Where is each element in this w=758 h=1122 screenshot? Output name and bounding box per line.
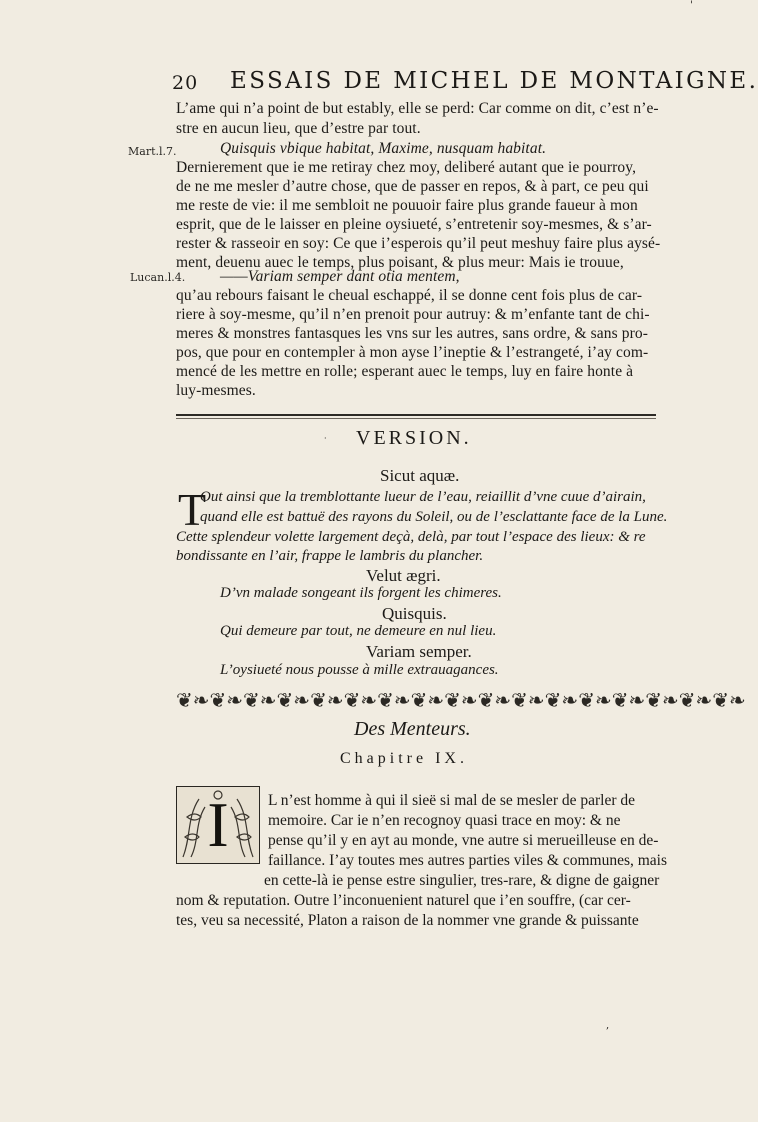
running-header <box>172 68 758 98</box>
body-line: Dernierement que ie me retiray chez moy, deliberé autant que ie pourroy, <box>176 159 637 176</box>
body-line: qu’au rebours faisant le cheual eschappé, il se donne cent fois plus de car- <box>176 287 643 304</box>
body-line: de ne me mesler d’autre chose, que de passer en repos, & à part, ce peu qui <box>176 178 649 195</box>
latin-cue-velut: Velut ægri. <box>366 566 441 585</box>
chapter-number: Chapitre IX. <box>340 750 468 767</box>
initial-letter: I <box>207 789 229 860</box>
page-number: 20 <box>172 72 199 94</box>
body-line: rester & rasseoir en soy: Ce que i’esperois qu’il peut meshuy faire plus aysé- <box>176 235 661 252</box>
body-line: ment, deuenu auec le temps, plus poisant, & plus meur: Mais ie trouue, <box>176 254 624 271</box>
body-line: mencé de les mettre en rolle; esperant auec le temps, luy en faire honte à <box>176 363 634 380</box>
latin-cue-sicut: Sicut aquæ. <box>380 466 460 485</box>
drop-letter-t: T <box>178 484 207 535</box>
page-speck: ' <box>690 0 693 11</box>
decorated-initial <box>176 786 260 864</box>
body-line: me reste de vie: il me sembloit ne pouuoir faire plus grande faueur à mon <box>176 197 638 214</box>
margin-note-martial: Mart.l.7. <box>128 145 177 158</box>
page-speck: , <box>606 1020 610 1031</box>
version-line: Qui demeure par tout, ne demeure en nul lieu. <box>220 623 497 639</box>
chapter-line: nom & reputation. Outre l’inconuenient naturel que i’en souffre, (car cer- <box>176 892 631 909</box>
chapter-line: en cette-là ie pense estre singulier, tres-rare, & digne de gaigner <box>264 872 660 889</box>
version-line: Cette splendeur volette largement deçà, delà, par tout l’espace des lieux: & re <box>176 529 646 545</box>
printer-dot: · <box>324 434 327 443</box>
running-title: ESSAIS DE MICHEL DE MONTAIGNE. <box>230 68 758 94</box>
chapter-title: Des Menteurs. <box>354 718 471 740</box>
latin-cue-quisquis: Quisquis. <box>382 604 447 623</box>
quote-martial: Quisquis vbique habitat, Maxime, nusquam habitat. <box>220 140 547 157</box>
version-line: L’oysiueté nous pousse à mille extrauagances. <box>220 662 499 678</box>
version-line: D’vn malade songeant ils forgent les chimeres. <box>220 585 502 601</box>
body-line: luy-mesmes. <box>176 382 256 399</box>
chapter-line: pense qu’il y en ayt au monde, vne autre si merueilleuse en de- <box>268 832 659 849</box>
section-rule <box>176 414 656 416</box>
body-line: L’ame qui n’a point de but estably, elle se perd: Car comme on dit, c’est n’e- <box>176 100 659 117</box>
body-line: meres & monstres fantasques les vns sur les autres, sans ordre, & sans pro- <box>176 325 648 342</box>
chapter-line: memoire. Car ie n’en recognoy quasi trace en moy: & ne <box>268 812 621 829</box>
version-heading: VERSION. <box>356 427 472 449</box>
chapter-line: L n’est homme à qui il sieë si mal de se mesler de parler de <box>268 792 635 809</box>
section-rule-thin <box>176 418 656 419</box>
body-line: esprit, que de le laisser en pleine oysiueté, s’entretenir soy-mesmes, & s’ar- <box>176 216 652 233</box>
latin-cue-variam: Variam semper. <box>366 642 472 661</box>
body-line: riere à soy-mesme, qu’il n’en prenoit pour autruy: & m’enfante tant de chi- <box>176 306 650 323</box>
version-line: quand elle est battuë des rayons du Soleil, ou de l’esclattante face de la Lune. <box>200 509 668 525</box>
quote-lucan: ——Variam semper dant otia mentem, <box>220 268 460 285</box>
chapter-line: faillance. I’ay toutes mes autres parties viles & communes, mais <box>268 852 668 869</box>
version-line: bondissante en l’air, frappe le lambris du plancher. <box>176 548 484 564</box>
chapter-line: tes, veu sa necessité, Platon a raison de la nommer vne grande & puissante <box>176 912 639 929</box>
margin-note-lucan: Lucan.l.4. <box>130 271 186 284</box>
body-line: pos, que pour en contempler à mon ayse l’ineptie & l’estrangeté, i’ay com- <box>176 344 649 361</box>
body-line: stre en aucun lieu, que d’estre par tout. <box>176 120 421 137</box>
fleuron-band: ❦❧❦❧❦❧❦❧❦❧❦❧❦❧❦❧❦❧❦❧❦❧❦❧❦❧❦❧❦❧❦❧❦❧ <box>176 688 746 712</box>
version-line: Out ainsi que la tremblottante lueur de l’eau, reiaillit d’vne cuue d’airain, <box>200 489 646 505</box>
